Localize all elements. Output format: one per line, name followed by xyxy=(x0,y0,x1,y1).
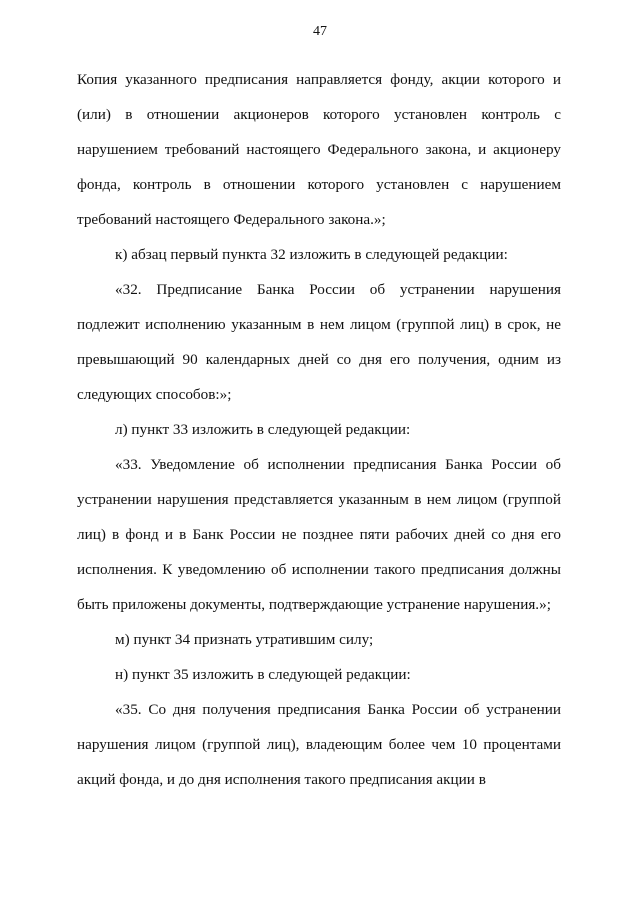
paragraph-item-l: л) пункт 33 изложить в следующей редакции: xyxy=(115,421,411,438)
paragraph-item-k: к) абзац первый пункта 32 изложить в следующей редакции: xyxy=(115,246,508,263)
paragraph-clause-35: «35. Со дня получения предписания Банка России об устранении нарушения лицом (группой лиц), владеющим более чем 10 процентами акций фонда, и до дня исполнения такого предписания акции в xyxy=(77,701,561,788)
document-body xyxy=(77,62,561,797)
paragraph-item-n: н) пункт 35 изложить в следующей редакции: xyxy=(115,666,411,683)
paragraph-clause-33: «33. Уведомление об исполнении предписания Банка России об устранении нарушения представляется указанным в нем лицом (группой лиц) в фонд и в Банк России не позднее пяти рабочих дней со дня его исполнения. К уведомлению об исполнении такого предписания должны быть приложены документы, подтверждающие устранение нарушения.»; xyxy=(77,456,561,613)
page-number: 47 xyxy=(313,24,327,39)
paragraph-item-m: м) пункт 34 признать утратившим силу; xyxy=(115,631,374,648)
paragraph-clause-32: «32. Предписание Банка России об устранении нарушения подлежит исполнению указанным в нем лицом (группой лиц) в срок, не превышающий 90 календарных дней со дня его получения, одним из следующих способов:»; xyxy=(77,281,561,403)
paragraph-copy-of-order: Копия указанного предписания направляется фонду, акции которого и (или) в отношении акционеров которого установлен контроль с нарушением требований настоящего Федерального закона, и акционеру фонда, контроль в отношении которого установлен с нарушением требований настоящего Федерального закона.»; xyxy=(77,71,561,228)
